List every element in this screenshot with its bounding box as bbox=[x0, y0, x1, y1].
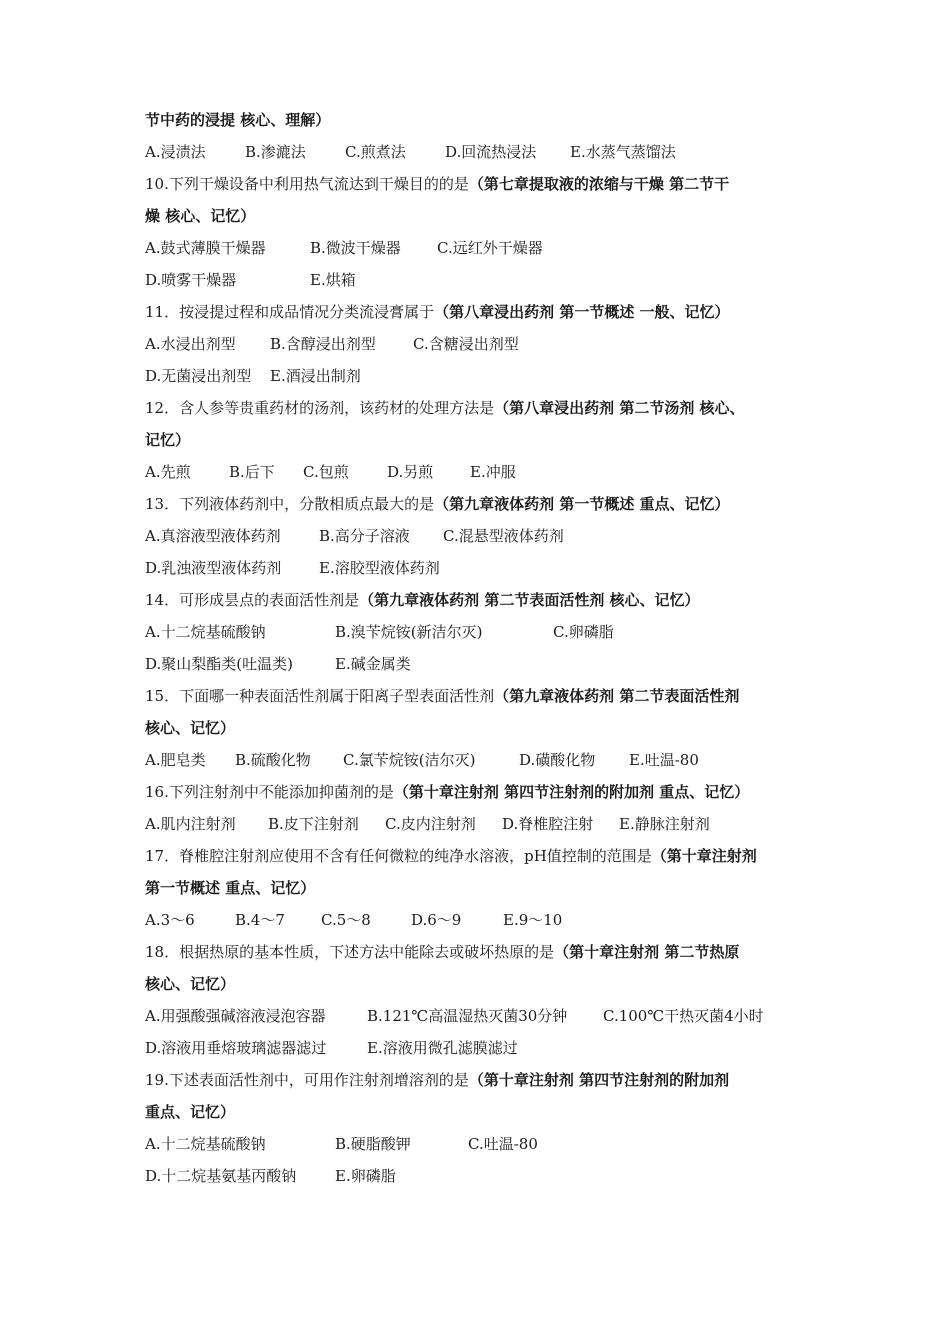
answer-option: D.乳浊液型液体药剂 bbox=[145, 559, 282, 577]
question-stem bbox=[145, 296, 815, 328]
answer-option: B.后下 bbox=[229, 463, 275, 481]
answer-option: A.真溶液型液体药剂 bbox=[145, 527, 281, 545]
question-stem bbox=[145, 840, 815, 872]
answer-options-row bbox=[145, 552, 815, 584]
answer-option: C.5～8 bbox=[321, 911, 371, 929]
chapter-reference: （第十章注射剂 第二节热原 bbox=[554, 943, 740, 961]
answer-option: C.煎煮法 bbox=[345, 143, 406, 161]
answer-option: C.远红外干燥器 bbox=[437, 239, 543, 257]
answer-options-row bbox=[145, 744, 815, 776]
chapter-reference: （第八章浸出药剂 第一节概述 一般、记忆） bbox=[434, 303, 730, 321]
answer-options-row bbox=[145, 456, 815, 488]
question-continuation: 第一节概述 重点、记忆） bbox=[145, 879, 316, 897]
question-stem bbox=[145, 392, 815, 424]
question-list bbox=[145, 104, 815, 1192]
chapter-reference: （第九章液体药剂 第一节概述 重点、记忆） bbox=[434, 495, 730, 513]
question-stem bbox=[145, 680, 815, 712]
question-text: 12．含人参等贵重药材的汤剂，该药材的处理方法是 bbox=[145, 399, 495, 417]
answer-option: D.脊椎腔注射 bbox=[502, 815, 594, 833]
answer-option: A.先煎 bbox=[145, 463, 191, 481]
answer-option: C.含糖浸出剂型 bbox=[413, 335, 519, 353]
answer-option: A.肥皂类 bbox=[145, 751, 206, 769]
answer-options-row bbox=[145, 520, 815, 552]
answer-option: A.浸渍法 bbox=[145, 143, 206, 161]
answer-option: A.十二烷基硫酸钠 bbox=[145, 1135, 266, 1153]
answer-option: B.皮下注射剂 bbox=[268, 815, 359, 833]
answer-options-row bbox=[145, 1128, 815, 1160]
question-stem bbox=[145, 168, 815, 200]
answer-option: A.水浸出剂型 bbox=[145, 335, 236, 353]
question-stem bbox=[145, 584, 815, 616]
answer-option: B.微波干燥器 bbox=[310, 239, 401, 257]
question-stem bbox=[145, 936, 815, 968]
question-continuation: 核心、记忆） bbox=[145, 975, 236, 993]
question-stem bbox=[145, 488, 815, 520]
answer-options-row bbox=[145, 264, 815, 296]
chapter-reference: （第九章液体药剂 第二节表面活性剂 bbox=[494, 687, 740, 705]
question-continuation: 重点、记忆） bbox=[145, 1103, 236, 1121]
answer-option: A.鼓式薄膜干燥器 bbox=[145, 239, 266, 257]
answer-option: C.包煎 bbox=[303, 463, 349, 481]
answer-option: C.卵磷脂 bbox=[553, 623, 614, 641]
question-text: 13．下列液体药剂中，分散相质点最大的是 bbox=[145, 495, 435, 513]
answer-option: D.聚山梨酯类(吐温类) bbox=[145, 655, 293, 673]
answer-option: D.十二烷基氨基丙酸钠 bbox=[145, 1167, 297, 1185]
answer-option: A.肌内注射剂 bbox=[145, 815, 236, 833]
answer-options-row bbox=[145, 648, 815, 680]
answer-options-row bbox=[145, 136, 815, 168]
question-continuation: 记忆） bbox=[145, 431, 191, 449]
answer-option: C.氯苄烷铵(洁尔灭) bbox=[343, 751, 476, 769]
question-text: 14．可形成昙点的表面活性剂是 bbox=[145, 591, 360, 609]
answer-option: D.溶液用垂熔玻璃滤器滤过 bbox=[145, 1039, 327, 1057]
answer-options-row bbox=[145, 360, 815, 392]
answer-option: C.吐温-80 bbox=[468, 1135, 538, 1153]
answer-options-row bbox=[145, 1032, 815, 1064]
answer-option: E.冲服 bbox=[470, 463, 516, 481]
answer-option: B.121℃高温湿热灭菌30分钟 bbox=[367, 1007, 568, 1025]
answer-options-row bbox=[145, 1160, 815, 1192]
question-stem bbox=[145, 1064, 815, 1096]
answer-option: C.皮内注射剂 bbox=[385, 815, 476, 833]
answer-option: E.溶胶型液体药剂 bbox=[319, 559, 440, 577]
chapter-reference: （第十章注射剂 bbox=[651, 847, 757, 865]
answer-option: B.硬脂酸钾 bbox=[335, 1135, 411, 1153]
answer-option: E.吐温-80 bbox=[629, 751, 699, 769]
answer-option: B.硫酸化物 bbox=[235, 751, 311, 769]
question-text: 15．下面哪一种表面活性剂属于阳离子型表面活性剂 bbox=[145, 687, 495, 705]
question-text: 16.下列注射剂中不能添加抑菌剂的是 bbox=[145, 783, 394, 801]
answer-option: D.磺酸化物 bbox=[519, 751, 596, 769]
answer-option: A.3～6 bbox=[145, 911, 195, 929]
answer-option: E.水蒸气蒸馏法 bbox=[570, 143, 676, 161]
answer-option: E.酒浸出制剂 bbox=[270, 367, 361, 385]
answer-option: B.渗漉法 bbox=[245, 143, 306, 161]
question-text: 10.下列干燥设备中利用热气流达到干燥目的的是 bbox=[145, 175, 469, 193]
answer-option: A.用强酸强碱溶液浸泡容器 bbox=[145, 1007, 326, 1025]
chapter-reference: （第十章注射剂 第四节注射剂的附加剂 bbox=[468, 1071, 730, 1089]
answer-option: B.4～7 bbox=[235, 911, 285, 929]
answer-option: E.9～10 bbox=[503, 911, 563, 929]
answer-options-row bbox=[145, 232, 815, 264]
question-text: 19.下述表面活性剂中，可用作注射剂增溶剂的是 bbox=[145, 1071, 469, 1089]
answer-options-row bbox=[145, 328, 815, 360]
answer-option: E.溶液用微孔滤膜滤过 bbox=[367, 1039, 518, 1057]
question-continuation: 核心、记忆） bbox=[145, 719, 236, 737]
answer-options-row bbox=[145, 808, 815, 840]
question-text: 11．按浸提过程和成品情况分类流浸膏属于 bbox=[145, 303, 435, 321]
chapter-reference: （第九章液体药剂 第二节表面活性剂 核心、记忆） bbox=[359, 591, 700, 609]
answer-option: C.100℃干热灭菌4小时 bbox=[603, 1007, 764, 1025]
answer-option: B.含醇浸出剂型 bbox=[270, 335, 376, 353]
question-text: 18．根据热原的基本性质，下述方法中能除去或破坏热原的是 bbox=[145, 943, 555, 961]
answer-option: A.十二烷基硫酸钠 bbox=[145, 623, 266, 641]
answer-option: D.另煎 bbox=[387, 463, 434, 481]
chapter-reference: （第十章注射剂 第四节注射剂的附加剂 重点、记忆） bbox=[393, 783, 750, 801]
question-continuation: 燥 核心、记忆） bbox=[145, 207, 256, 225]
question-stem bbox=[145, 776, 815, 808]
answer-option: E.烘箱 bbox=[310, 271, 356, 289]
question-text: 17．脊椎腔注射剂应使用不含有任何微粒的纯净水溶液，pH值控制的范围是 bbox=[145, 847, 652, 865]
answer-options-row bbox=[145, 904, 815, 936]
answer-option: E.静脉注射剂 bbox=[619, 815, 710, 833]
answer-option: D.回流热浸法 bbox=[445, 143, 537, 161]
answer-option: B.高分子溶液 bbox=[319, 527, 410, 545]
answer-option: D.喷雾干燥器 bbox=[145, 271, 237, 289]
answer-option: B.溴苄烷铵(新洁尔灭) bbox=[335, 623, 483, 641]
chapter-reference: （第七章提取液的浓缩与干燥 第二节干 bbox=[468, 175, 730, 193]
answer-option: D.无菌浸出剂型 bbox=[145, 367, 252, 385]
answer-option: E.碱金属类 bbox=[335, 655, 411, 673]
chapter-reference: （第八章浸出药剂 第二节汤剂 核心、 bbox=[494, 399, 745, 417]
answer-options-row bbox=[145, 1000, 815, 1032]
question-continuation: 节中药的浸提 核心、理解） bbox=[145, 111, 331, 129]
answer-options-row bbox=[145, 616, 815, 648]
answer-option: D.6～9 bbox=[411, 911, 462, 929]
answer-option: C.混悬型液体药剂 bbox=[443, 527, 564, 545]
answer-option: E.卵磷脂 bbox=[335, 1167, 396, 1185]
